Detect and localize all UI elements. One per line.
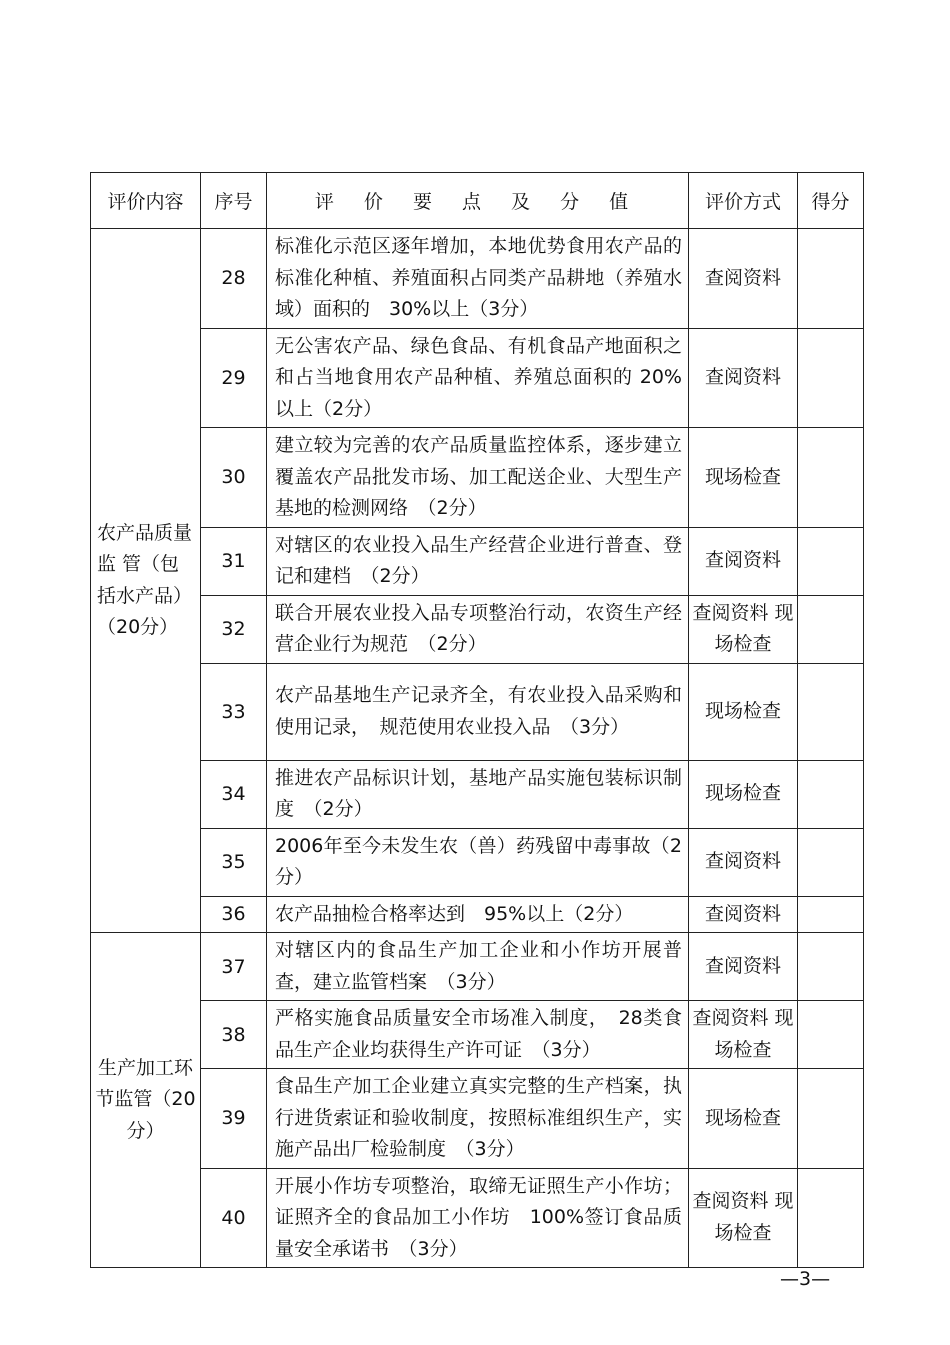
score-cell[interactable] (798, 896, 864, 933)
score-cell[interactable] (798, 933, 864, 1001)
page-number: —3— (780, 1268, 831, 1290)
evaluation-method: 查阅资料 (689, 828, 798, 896)
row-number: 39 (201, 1069, 267, 1169)
evaluation-method: 现场检查 (689, 428, 798, 528)
evaluation-method: 现场检查 (689, 1069, 798, 1169)
evaluation-method: 查阅资料 (689, 933, 798, 1001)
evaluation-point: 建立较为完善的农产品质量监控体系，逐步建立覆盖农产品批发市场、加工配送企业、大型生产基地的检测网络 （2分） (267, 428, 689, 528)
score-cell[interactable] (798, 663, 864, 760)
evaluation-point: 开展小作坊专项整治，取缔无证照生产小作坊；证照齐全的食品加工小作坊 100%签订食品质量安全承诺书 （3分） (267, 1168, 689, 1268)
row-number: 31 (201, 527, 267, 595)
row-number: 35 (201, 828, 267, 896)
score-cell[interactable] (798, 527, 864, 595)
table-row (91, 229, 864, 329)
score-cell[interactable] (798, 595, 864, 663)
table-row (91, 328, 864, 428)
evaluation-point: 无公害农产品、绿色食品、有机食品产地面积之和占当地食用农产品种植、养殖总面积的 20%以上（2分） (267, 328, 689, 428)
row-number: 28 (201, 229, 267, 329)
table-row (91, 896, 864, 933)
score-cell[interactable] (798, 1168, 864, 1268)
header-number: 序号 (201, 173, 267, 229)
table-row (91, 1168, 864, 1268)
header-method: 评价方式 (689, 173, 798, 229)
table-row (91, 663, 864, 760)
table-row (91, 595, 864, 663)
evaluation-point: 农产品抽检合格率达到 95%以上（2分） (267, 896, 689, 933)
evaluation-method: 查阅资料 现场检查 (689, 595, 798, 663)
evaluation-point: 对辖区内的食品生产加工企业和小作坊开展普查，建立监管档案 （3分） (267, 933, 689, 1001)
table-row (91, 428, 864, 528)
evaluation-method: 查阅资料 (689, 229, 798, 329)
evaluation-method: 现场检查 (689, 760, 798, 828)
score-cell[interactable] (798, 1001, 864, 1069)
category-cell: 农产品质量 监 管（包括水产品）（20分） (91, 229, 201, 933)
evaluation-point: 农产品基地生产记录齐全，有农业投入品采购和使用记录， 规范使用农业投入品 （3分） (267, 663, 689, 760)
row-number: 36 (201, 896, 267, 933)
evaluation-point: 严格实施食品质量安全市场准入制度， 28类食品生产企业均获得生产许可证 （3分） (267, 1001, 689, 1069)
header-category: 评价内容 (91, 173, 201, 229)
row-number: 40 (201, 1168, 267, 1268)
evaluation-table (90, 172, 864, 1268)
evaluation-method: 查阅资料 现场检查 (689, 1001, 798, 1069)
table-row (91, 828, 864, 896)
header-score: 得分 (798, 173, 864, 229)
table-row (91, 760, 864, 828)
row-number: 37 (201, 933, 267, 1001)
table-row (91, 1069, 864, 1169)
evaluation-point: 2006年至今未发生农（兽）药残留中毒事故（2分） (267, 828, 689, 896)
row-number: 29 (201, 328, 267, 428)
score-cell[interactable] (798, 229, 864, 329)
score-cell[interactable] (798, 328, 864, 428)
table-row (91, 1001, 864, 1069)
score-cell[interactable] (798, 1069, 864, 1169)
table-header-row (91, 173, 864, 229)
evaluation-method: 查阅资料 (689, 328, 798, 428)
row-number: 30 (201, 428, 267, 528)
header-points: 评 价 要 点 及 分 值 (267, 173, 689, 229)
evaluation-point: 联合开展农业投入品专项整治行动，农资生产经营企业行为规范 （2分） (267, 595, 689, 663)
evaluation-point: 标准化示范区逐年增加，本地优势食用农产品的标准化种植、养殖面积占同类产品耕地（养殖水域）面积的 30%以上（3分） (267, 229, 689, 329)
row-number: 33 (201, 663, 267, 760)
evaluation-point: 对辖区的农业投入品生产经营企业进行普查、登记和建档 （2分） (267, 527, 689, 595)
evaluation-point: 推进农产品标识计划，基地产品实施包装标识制度 （2分） (267, 760, 689, 828)
score-cell[interactable] (798, 760, 864, 828)
evaluation-method: 查阅资料 (689, 896, 798, 933)
table-row (91, 933, 864, 1001)
score-cell[interactable] (798, 428, 864, 528)
evaluation-method: 查阅资料 现场检查 (689, 1168, 798, 1268)
score-cell[interactable] (798, 828, 864, 896)
evaluation-method: 现场检查 (689, 663, 798, 760)
row-number: 32 (201, 595, 267, 663)
evaluation-method: 查阅资料 (689, 527, 798, 595)
category-cell: 生产加工环节监管（20分） (91, 933, 201, 1268)
table-row (91, 527, 864, 595)
row-number: 34 (201, 760, 267, 828)
evaluation-point: 食品生产加工企业建立真实完整的生产档案，执行进货索证和验收制度，按照标准组织生产，实施产品出厂检验制度 （3分） (267, 1069, 689, 1169)
row-number: 38 (201, 1001, 267, 1069)
